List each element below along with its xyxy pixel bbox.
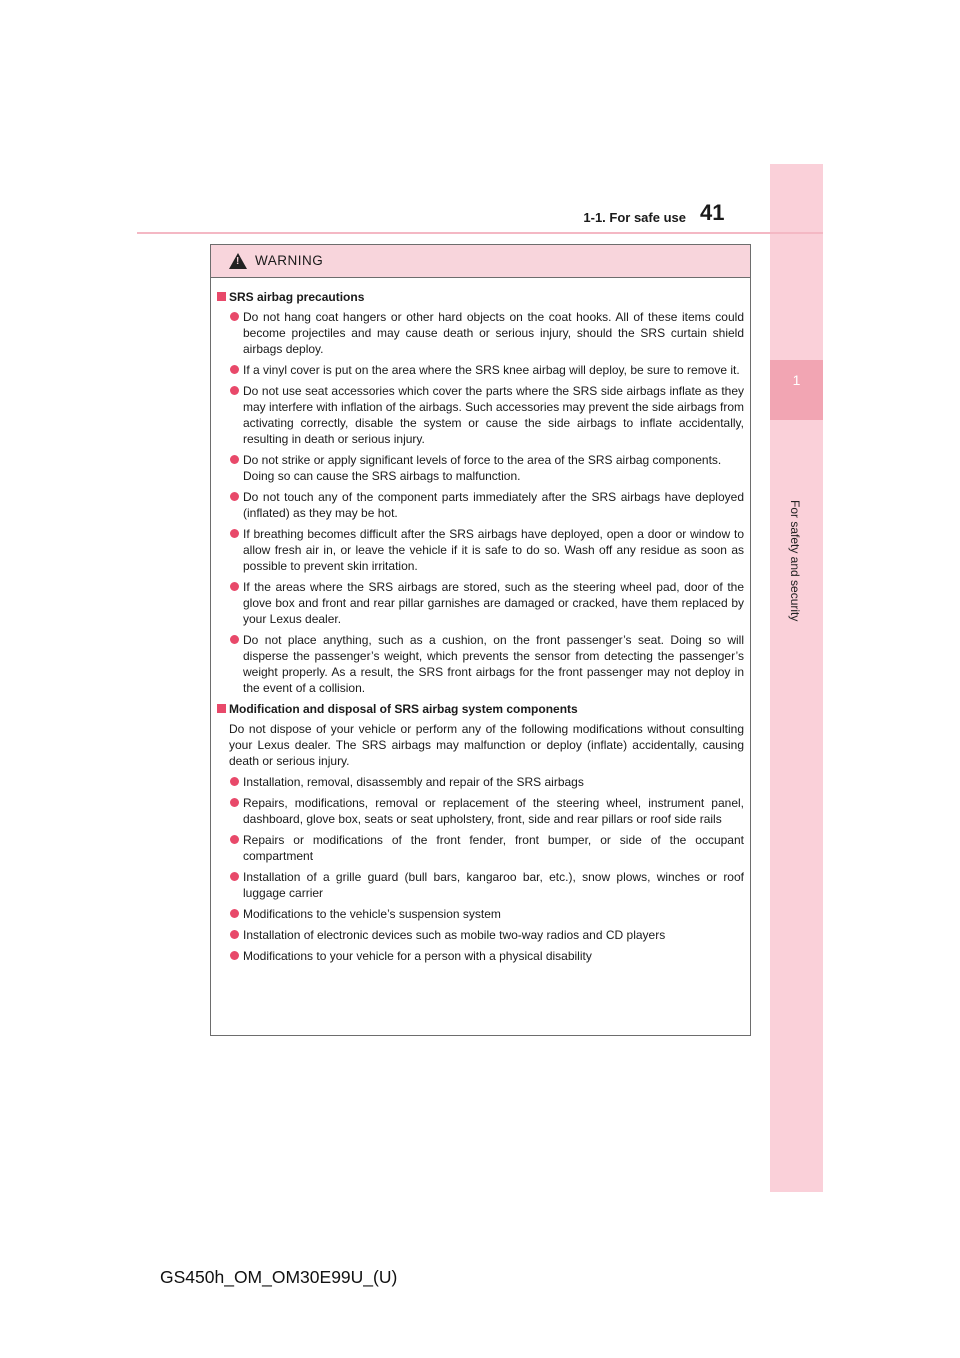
- square-bullet-icon: [217, 704, 226, 713]
- chapter-number: 1: [792, 372, 801, 388]
- list-item: Modifications to your vehicle for a person with a physical disability: [217, 948, 744, 964]
- list-item: Do not touch any of the component parts immediately after the SRS airbags have deployed (inflated) as they may be hot.: [217, 489, 744, 521]
- bullet-icon: [230, 909, 239, 918]
- bullet-icon: [230, 635, 239, 644]
- bullet-icon: [230, 951, 239, 960]
- section-intro: Do not dispose of your vehicle or perform any of the following modifications without consulting your Lexus dealer. The SRS airbags may malfunction or deploy (inflate) accidentally, causing death or serious injury.: [229, 722, 744, 768]
- list-item: Repairs or modifications of the front fender, front bumper, or side of the occupant compartment: [217, 832, 744, 864]
- bullet-icon: [230, 529, 239, 538]
- section-heading: SRS airbag precautions: [217, 289, 744, 305]
- side-tab: [770, 164, 823, 1192]
- list-item: If the areas where the SRS airbags are stored, such as the steering wheel pad, door of the glove box and front and rear pillar garnishes are damaged or cracked, have them replaced by your Lexus dealer.: [217, 579, 744, 627]
- bullet-icon: [230, 312, 239, 321]
- page-number: 41: [700, 200, 725, 225]
- section-heading: Modification and disposal of SRS airbag system components: [217, 701, 744, 717]
- list-item: Do not hang coat hangers or other hard objects on the coat hooks. All of these items could become projectiles and may cause death or serious injury, should the SRS curtain shield airbags deploy.: [217, 309, 744, 357]
- header-rule: [137, 232, 823, 234]
- bullet-icon: [230, 365, 239, 374]
- bullet-icon: [230, 835, 239, 844]
- section-title: 1-1. For safe use: [583, 210, 686, 225]
- bullet-icon: [230, 582, 239, 591]
- bullet-icon: [230, 930, 239, 939]
- warning-header: [211, 245, 750, 278]
- warning-box: [210, 244, 751, 1036]
- list-item: Installation of electronic devices such as mobile two-way radios and CD players: [217, 927, 744, 943]
- chapter-tab: [770, 360, 823, 420]
- bullet-icon: [230, 777, 239, 786]
- list-item: Installation, removal, disassembly and repair of the SRS airbags: [217, 774, 744, 790]
- list-item: If breathing becomes difficult after the SRS airbags have deployed, open a door or window to allow fresh air in, or leave the vehicle if it is safe to do so. Wash off any residue as soon as possible to prevent skin irritation.: [217, 526, 744, 574]
- bullet-icon: [230, 872, 239, 881]
- list-item: Installation of a grille guard (bull bars, kangaroo bar, etc.), snow plows, winches or roof luggage carrier: [217, 869, 744, 901]
- bullet-icon: [230, 386, 239, 395]
- warning-triangle-icon: !: [229, 253, 247, 269]
- list-item: Do not use seat accessories which cover the parts where the SRS side airbags inflate as they may interfere with inflation of the airbags. Such accessories may prevent the side airbags from activating correctly, disable the system or cause the side airbags to inflate accidentally, resulting in death or serious injury.: [217, 383, 744, 447]
- bullet-icon: [230, 455, 239, 464]
- chapter-label: For safety and security: [788, 500, 802, 622]
- list-item: Modifications to the vehicle’s suspension system: [217, 906, 744, 922]
- document-code: GS450h_OM_OM30E99U_(U): [160, 1267, 398, 1287]
- list-item: Repairs, modifications, removal or replacement of the steering wheel, instrument panel, dashboard, glove box, seats or seat upholstery, front, side and rear pillars or roof side rails: [217, 795, 744, 827]
- warning-content: [211, 278, 750, 964]
- list-item: If a vinyl cover is put on the area where the SRS knee airbag will deploy, be sure to remove it.: [217, 362, 744, 378]
- bullet-icon: [230, 492, 239, 501]
- square-bullet-icon: [217, 292, 226, 301]
- warning-title: WARNING: [255, 253, 324, 268]
- bullet-icon: [230, 798, 239, 807]
- list-item: Do not place anything, such as a cushion, on the front passenger’s seat. Doing so will disperse the passenger’s weight, which prevents the sensor from detecting the passenger’s weight properly. As a result, the SRS front airbags for the front passenger may not deploy in the event of a collision.: [217, 632, 744, 696]
- list-item: Do not strike or apply significant levels of force to the area of the SRS airbag components. Doing so can cause the SRS airbags to malfunction.: [217, 452, 744, 484]
